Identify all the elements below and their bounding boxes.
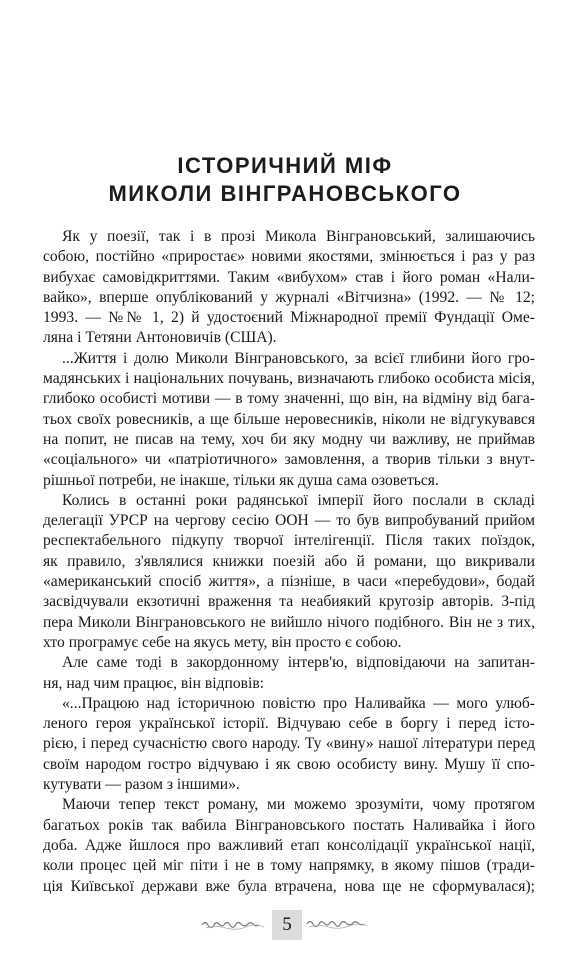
text-line: як правило, з'являлися книжки поезій або й романи, що викривали	[43, 552, 535, 570]
text-line: делегації УРСР на чергову сесію ООН — то був випробуваний прийом	[43, 512, 535, 530]
text-line: ція Київської держави вже була втрачена, нова ще не сформувалася);	[43, 877, 535, 895]
text-line: Колись в останні роки радянської імперії його послали в складі	[62, 491, 535, 509]
text-line: ...Життя і долю Миколи Вінграновського, за всієї глибини його гро-	[62, 349, 535, 367]
text-line: Маючи тепер текст роману, ми можемо зрозуміти, чому протягом	[62, 796, 535, 814]
text-line: Але саме тоді в закордонному інтерв'ю, відповідаючи на запитан-	[62, 654, 535, 672]
text-line: «американський спосіб життя», а пізніше, в часи «перебудови», бодай	[43, 573, 535, 591]
text-line: ня, над чим працює, він відповів:	[43, 674, 265, 692]
text-line: ляна і Тетяни Антоновичів (США).	[43, 329, 277, 347]
text-line: пера Миколи Вінграновського не вийшло нічого подібного. Він не з тих,	[43, 613, 535, 631]
text-line: леного героя української історії. Відчуваю себе в боргу і перед істо-	[43, 715, 535, 733]
page-footer	[0, 906, 570, 946]
page-number: 5	[272, 910, 302, 940]
text-line: коли процес цей міг піти і не в тому напрямку, в якому пішов (тради-	[43, 857, 535, 875]
text-line: рішньої потреби, не інакше, тільки як душа сама озоветься.	[43, 471, 439, 489]
text-line: хто програмує себе на якусь мету, він просто є собою.	[43, 633, 402, 651]
left-ornament-icon	[200, 916, 268, 932]
text-line: вибухає самовідкриттями. Таким «вибухом» став і його роман «Нали-	[43, 268, 535, 286]
text-line: мадянських і національних почувань, визначають глибоко особиста місія,	[43, 370, 535, 388]
right-ornament-icon	[305, 916, 373, 932]
text-line: своїм народом гостро відчуваю і як свою особисту вину. Мушу її спо-	[43, 755, 535, 773]
text-line: кутувати — разом з іншими».	[43, 776, 240, 794]
text-line: собою, постійно «приростає» новими якостями, змінюється і раз у раз	[43, 248, 535, 266]
title-line-2: МИКОЛИ ВІНГРАНОВСЬКОГО	[108, 181, 462, 206]
text-line: багатьох років так вабила Вінграновського постать Наливайка і його	[43, 816, 535, 834]
text-line: «...Працюю над історичною повістю про Наливайка — мого улюб-	[62, 694, 535, 712]
text-line: тьох своїх ровесників, а ще більше неровесників, ніколи не відгукувався	[43, 410, 535, 428]
text-line: доба. Адже йшлося про важливий етап консолідації української нації,	[43, 836, 535, 854]
text-line: рією, і перед сучасністю свого народу. Ту «вину» нашої літератури перед	[43, 735, 535, 753]
text-line: на попит, не писав на тему, хоч би яку модну чи важливу, не приймав	[43, 430, 535, 448]
text-line: Як у поезії, так і в прозі Микола Вінграновський, залишаючись	[62, 228, 535, 245]
text-line: глибоко особисті мотиви — в тому значенні, що він, на відміну від бага-	[43, 390, 535, 408]
text-line: респектабельного підкупу творчої інтелігенції. Після таких поїздок,	[43, 532, 535, 550]
text-line: вайко», вперше опублікований у журналі «Вітчизна» (1992. — № 12;	[43, 288, 535, 306]
title-line-1: ІСТОРИЧНИЙ МІФ	[177, 153, 393, 178]
chapter-title	[0, 152, 570, 208]
text-line: засвідчували екзотичні враження та неабиякий кругозір авторів. З-під	[43, 593, 535, 611]
text-line: «соціального» чи «патріотичного» замовлення, а творив тільки з внут-	[43, 451, 535, 469]
body-text	[43, 227, 535, 897]
text-line: 1993. — №№ 1, 2) й удостоєний Міжнародної премії Фундації Оме-	[43, 309, 535, 327]
